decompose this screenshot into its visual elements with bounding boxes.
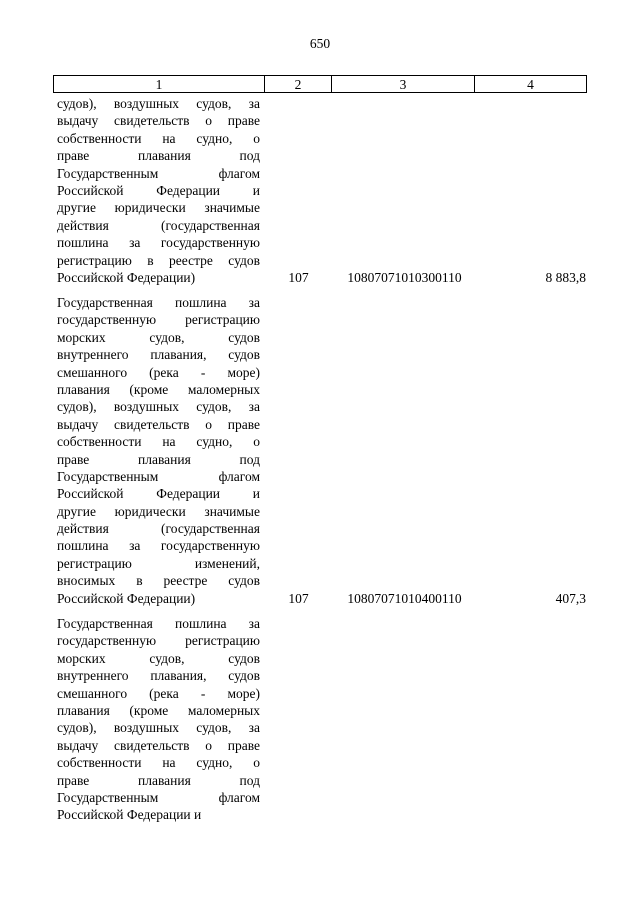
description-line: внутреннего плавания, судов xyxy=(57,347,260,363)
budget-classification-code: 10807071010400110 xyxy=(347,590,462,606)
description-line: собственности на судно, о xyxy=(57,434,260,450)
description-line: государственную регистрацию xyxy=(57,312,260,328)
description-line: праве плавания под xyxy=(57,772,260,788)
description-line: Российской Федерации) xyxy=(57,590,196,606)
header-col-3: 3 xyxy=(332,76,475,93)
description-line: другие юридически значимые xyxy=(57,503,260,519)
description-line: судов), воздушных судов, за xyxy=(57,720,260,736)
description-line: выдачу свидетельств о праве xyxy=(57,113,260,129)
description-line: плавания (кроме маломерных xyxy=(57,702,260,718)
budget-classification-code: 10807071010300110 xyxy=(347,270,462,285)
row-description xyxy=(57,294,260,607)
page-number: 650 xyxy=(309,36,331,51)
description-line: государственную регистрацию xyxy=(57,633,260,649)
amount: 407,3 xyxy=(555,590,586,606)
description-line: морских судов, судов xyxy=(57,329,260,345)
row-description xyxy=(57,95,260,286)
description-line: действия (государственная xyxy=(57,521,260,537)
header-col-2: 2 xyxy=(265,76,332,93)
description-line: пошлина за государственную xyxy=(57,235,260,251)
description-line: вносимых в реестре судов xyxy=(57,573,260,589)
description-line: Государственная пошлина за xyxy=(57,295,260,310)
description-line: Государственным флагом xyxy=(57,165,260,181)
description-line: регистрацию в реестре судов xyxy=(57,252,260,268)
description-line: судов), воздушных судов, за xyxy=(57,96,260,111)
description-line: собственности на судно, о xyxy=(57,755,260,771)
amount: 8 883,8 xyxy=(545,270,586,285)
description-line: другие юридически значимые xyxy=(57,200,260,216)
header-row xyxy=(54,76,587,93)
description-line: Государственным флагом xyxy=(57,789,260,805)
description-line: выдачу свидетельств о праве xyxy=(57,416,260,432)
description-line: регистрацию изменений, xyxy=(57,555,260,571)
header-col-4: 4 xyxy=(475,76,587,93)
header-col-1: 1 xyxy=(54,76,265,93)
description-line: внутреннего плавания, судов xyxy=(57,668,260,684)
description-line: плавания (кроме маломерных xyxy=(57,381,260,397)
description-line: морских судов, судов xyxy=(57,650,260,666)
description-line: праве плавания под xyxy=(57,451,260,467)
description-line: смешанного (река - море) xyxy=(57,364,260,380)
description-line: выдачу свидетельств о праве xyxy=(57,737,260,753)
description-line: Государственным флагом xyxy=(57,468,260,484)
description-line: действия (государственная xyxy=(57,217,260,233)
description-line: пошлина за государственную xyxy=(57,538,260,554)
description-line: Государственная пошлина за xyxy=(57,616,260,631)
description-line: судов), воздушных судов, за xyxy=(57,399,260,415)
column-number-header xyxy=(53,75,587,93)
description-line: Российской Федерации и xyxy=(57,486,260,502)
description-line: собственности на судно, о xyxy=(57,130,260,146)
description-line: Российской Федерации и xyxy=(57,807,202,823)
description-line: Российской Федерации и xyxy=(57,182,260,198)
description-line: праве плавания под xyxy=(57,148,260,164)
row-description xyxy=(57,615,260,824)
description-line: Российской Федерации) xyxy=(57,269,196,285)
admin-code: 107 xyxy=(288,590,309,606)
description-line: смешанного (река - море) xyxy=(57,685,260,701)
admin-code: 107 xyxy=(288,270,309,285)
